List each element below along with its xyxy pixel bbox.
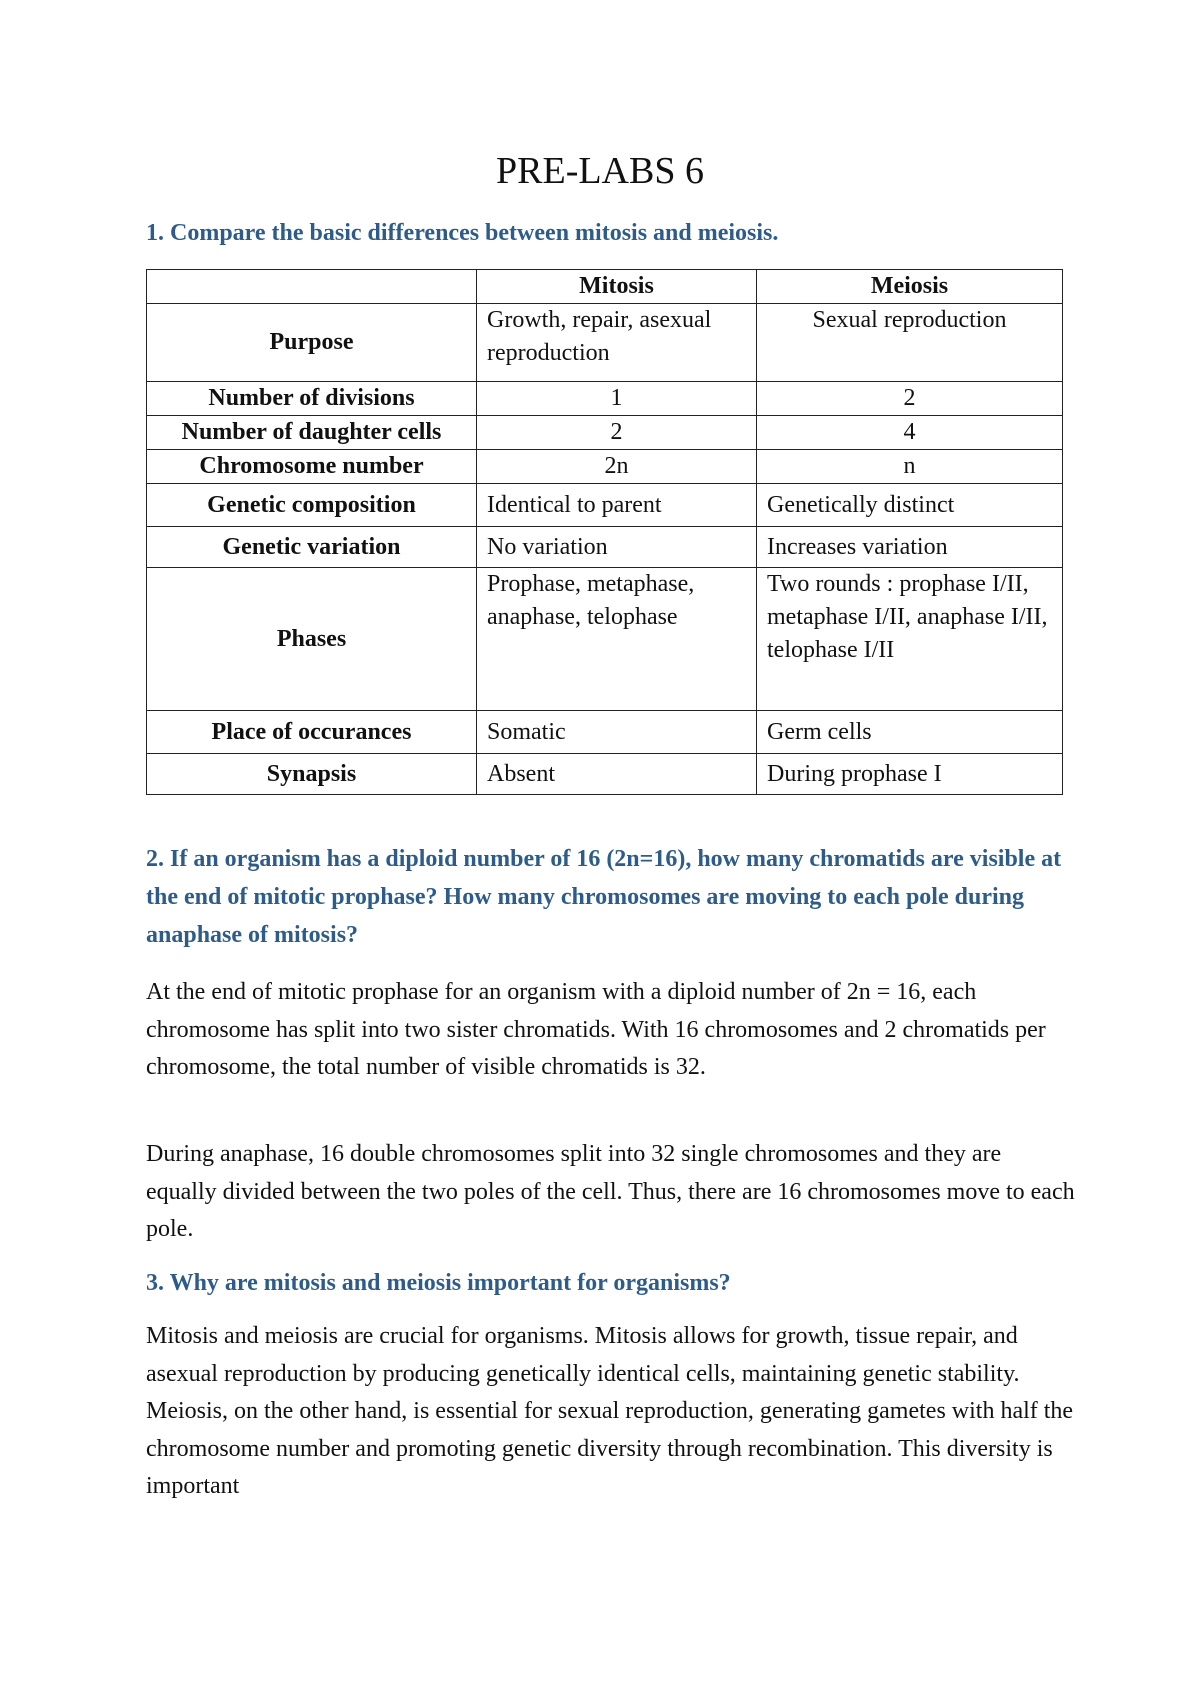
table-row [147, 754, 1063, 795]
row-label: Phases [147, 568, 477, 711]
table-row [147, 382, 1063, 416]
mitosis-cell: Growth, repair, asexual reproduction [477, 304, 757, 382]
mitosis-cell: Prophase, metaphase, anaphase, telophase [477, 568, 757, 711]
meiosis-cell: n [757, 450, 1063, 484]
mitosis-cell: 1 [477, 382, 757, 416]
header-cell-mitosis: Mitosis [477, 270, 757, 304]
row-label: Genetic composition [147, 484, 477, 527]
row-label: Place of occurances [147, 711, 477, 754]
table-row [147, 527, 1063, 568]
mitosis-cell: 2 [477, 416, 757, 450]
row-label: Number of divisions [147, 382, 477, 416]
mitosis-cell: No variation [477, 527, 757, 568]
table-row [147, 711, 1063, 754]
mitosis-cell: 2n [477, 450, 757, 484]
answer-3-paragraph-1: Mitosis and meiosis are crucial for organisms. Mitosis allows for growth, tissue repair, and asexual reproduction by producing genetically identical cells, maintaining genetic stability. Meiosis, on the other hand, is essential for sexual reproduction, generating gametes with half the chromosome number and promoting genetic diversity through recombination. This diversity is important [146, 1323, 1074, 1499]
question-3: 3. Why are mitosis and meiosis important for organisms? [146, 1270, 731, 1296]
answer-2-paragraph-1: At the end of mitotic prophase for an organism with a diploid number of 2n = 16, each chromosome has split into two sister chromatids. With 16 chromosomes and 2 chromatids per chromosome, the total number of visible chromatids is 32. [146, 979, 1046, 1080]
table-row [147, 568, 1063, 711]
meiosis-cell: 4 [757, 416, 1063, 450]
meiosis-cell: Germ cells [757, 711, 1063, 754]
mitosis-cell: Identical to parent [477, 484, 757, 527]
meiosis-cell: Increases variation [757, 527, 1063, 568]
table-row [147, 450, 1063, 484]
meiosis-cell: Two rounds : prophase I/II, metaphase I/II, anaphase I/II, telophase I/II [757, 568, 1063, 711]
meiosis-cell: Sexual reproduction [757, 304, 1063, 382]
comparison-table [146, 269, 1063, 795]
table-row [147, 304, 1063, 382]
page-title: PRE-LABS 6 [496, 150, 704, 192]
row-label: Genetic variation [147, 527, 477, 568]
table-header-row [147, 270, 1063, 304]
row-label: Synapsis [147, 754, 477, 795]
row-label: Number of daughter cells [147, 416, 477, 450]
question-2: 2. If an organism has a diploid number of 16 (2n=16), how many chromatids are visible at the end of mitotic prophase? How many chromosomes are moving to each pole during anaphase of mitosis? [146, 846, 1062, 948]
meiosis-cell: 2 [757, 382, 1063, 416]
table-row [147, 416, 1063, 450]
mitosis-cell: Somatic [477, 711, 757, 754]
meiosis-cell: Genetically distinct [757, 484, 1063, 527]
row-label: Chromosome number [147, 450, 477, 484]
table-row [147, 484, 1063, 527]
row-label: Purpose [147, 304, 477, 382]
question-1: 1. Compare the basic differences between mitosis and meiosis. [146, 220, 779, 246]
header-cell-empty [147, 270, 477, 304]
meiosis-cell: During prophase I [757, 754, 1063, 795]
header-cell-meiosis: Meiosis [757, 270, 1063, 304]
answer-2-paragraph-2: During anaphase, 16 double chromosomes split into 32 single chromosomes and they are equally divided between the two poles of the cell. Thus, there are 16 chromosomes move to each pole. [146, 1141, 1075, 1242]
mitosis-cell: Absent [477, 754, 757, 795]
